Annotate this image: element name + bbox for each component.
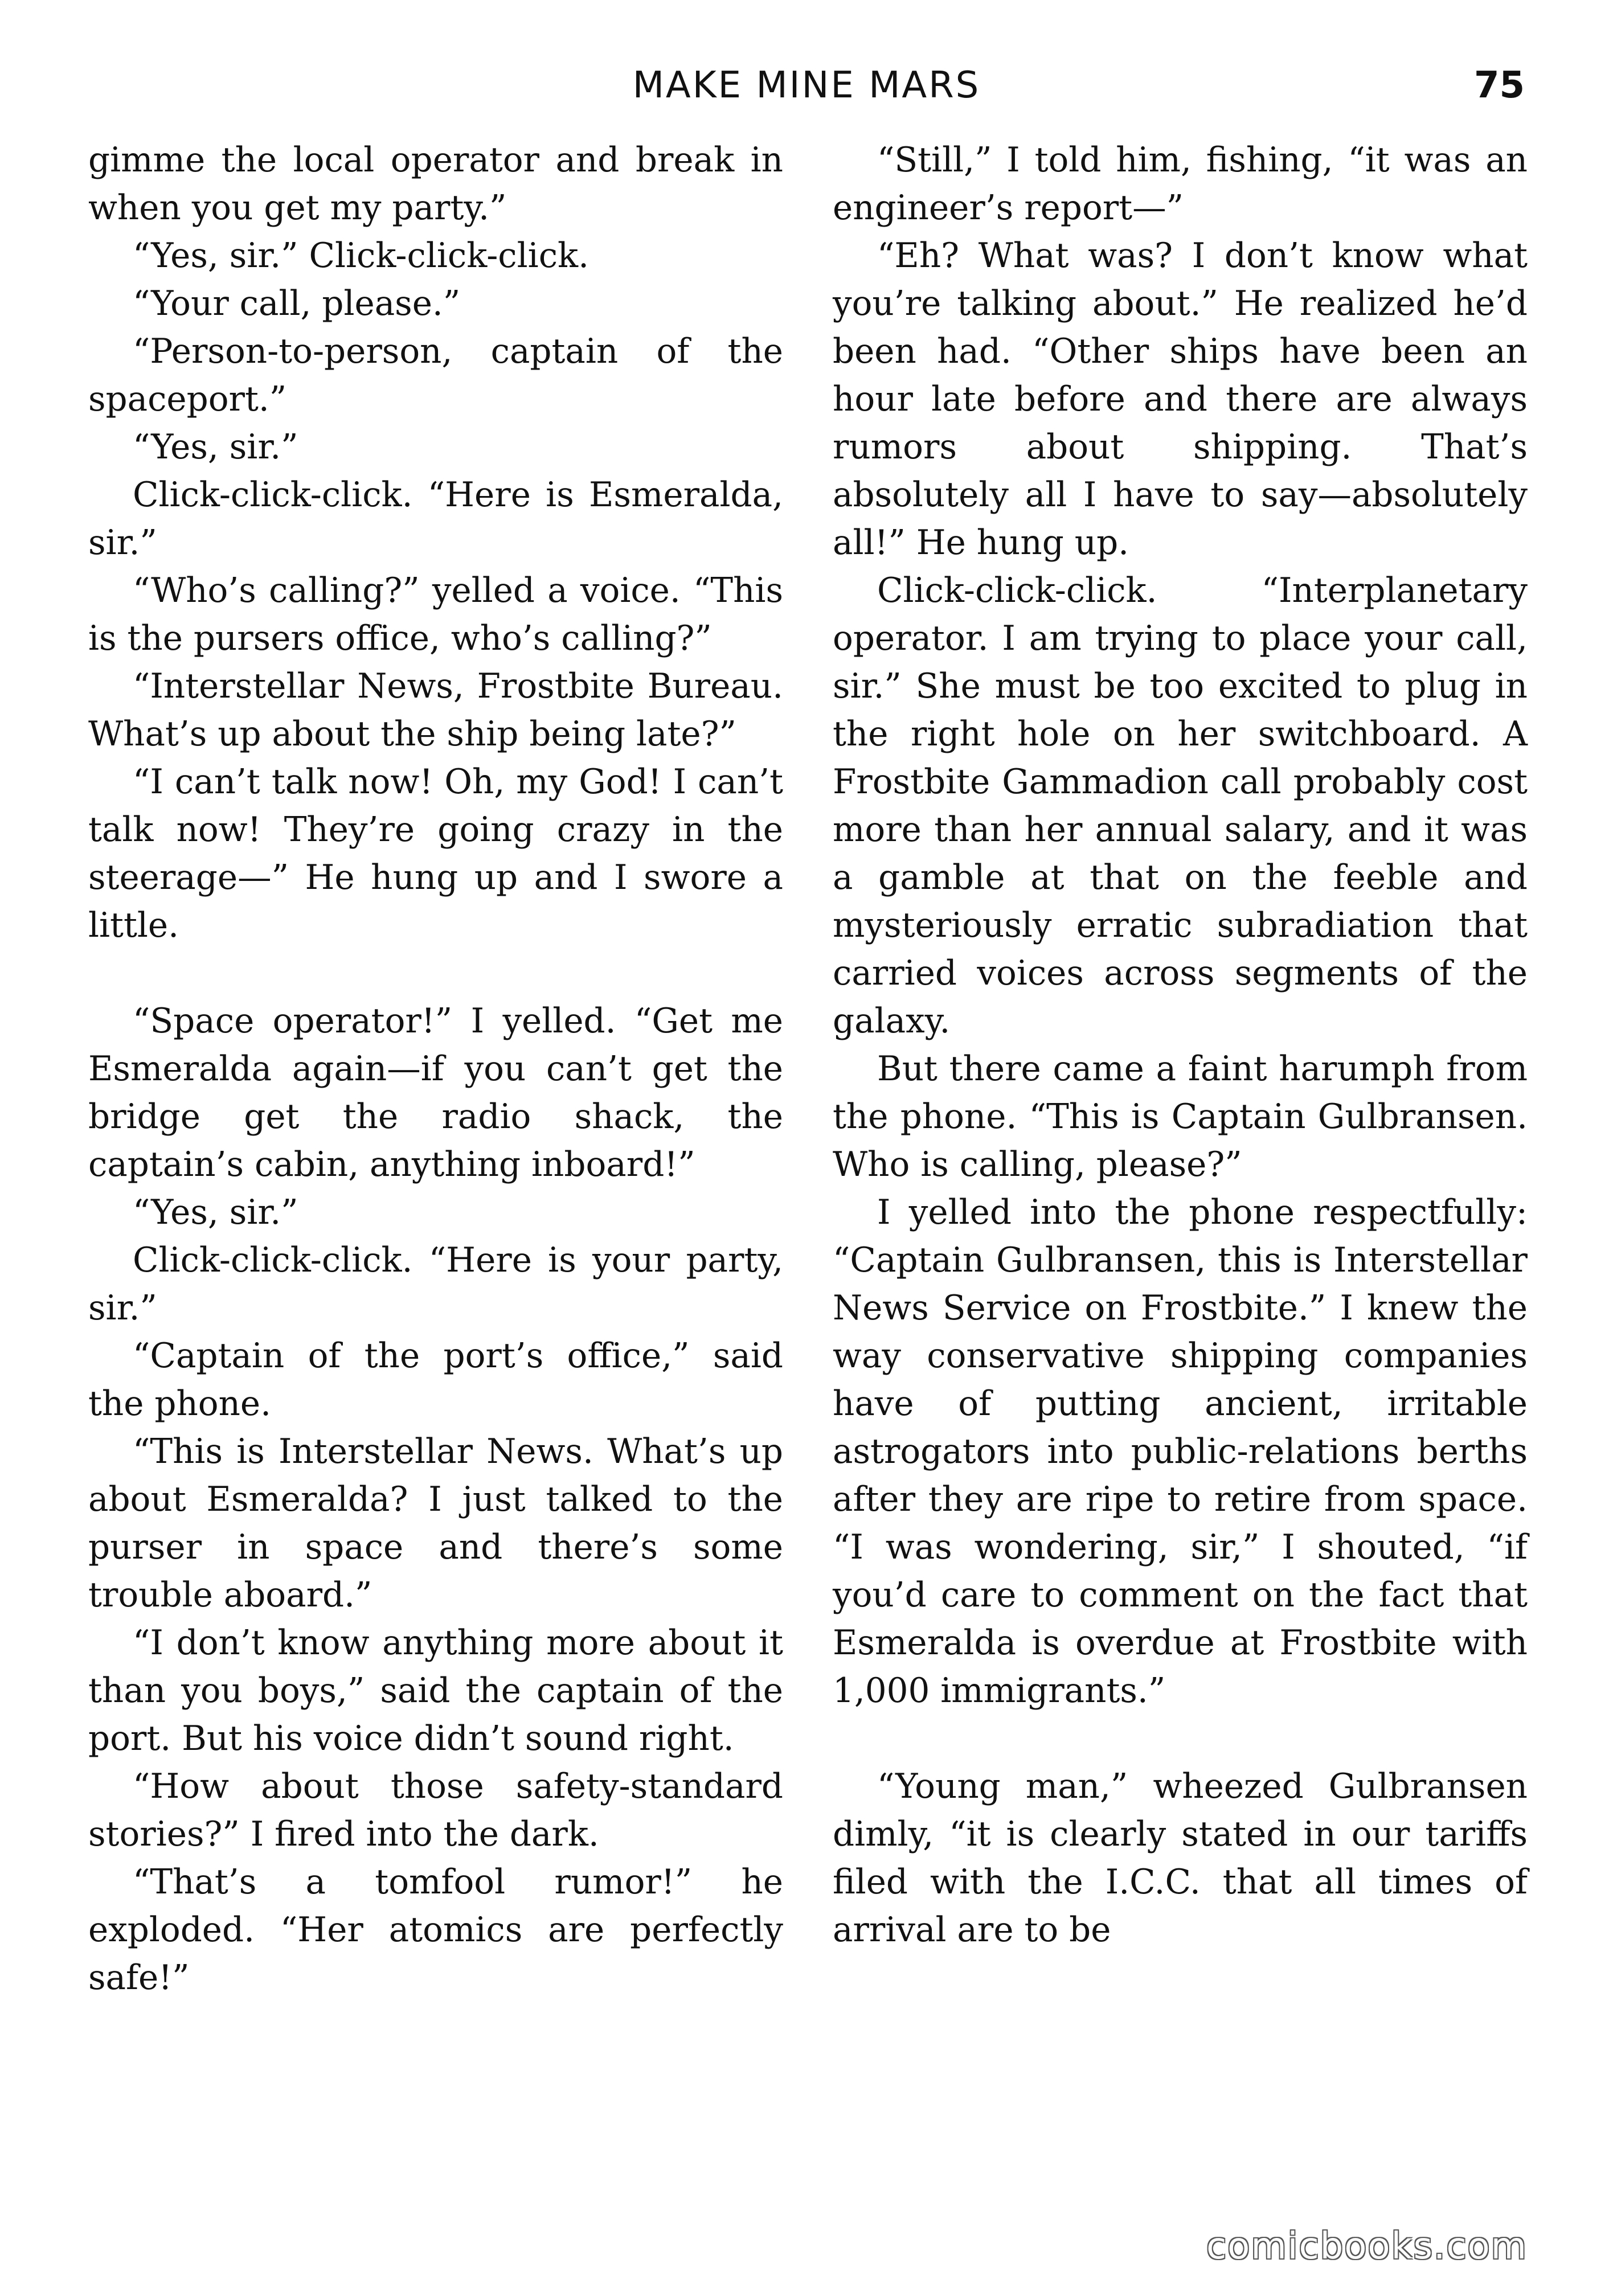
paragraph: “This is Interstellar News. What’s up about Esmeralda? I just talked to the purser in space and there’s some trouble aboard.” [88, 1432, 783, 1615]
paragraph: But there came a faint harumph from the phone. “This is Captain Gulbransen. Who is calling, please?” [833, 1049, 1528, 1184]
paragraph: “Eh? What was? I don’t know what you’re talking about.” He realized he’d been had. “Other ships have been an hour late before and there are always rumors about shipping. That’s absolutely all I have to say—absolutely all!” He hung up. [833, 236, 1528, 563]
paragraph: Click-click-click. “Here is Esmeralda, sir.” [88, 475, 783, 563]
paragraph: “Yes, sir.” Click-click-click. [133, 236, 589, 276]
paragraph: “Your call, please.” [133, 284, 461, 323]
paragraph: Click-click-click. “Interplanetary operator. I am trying to place your call, sir.” She must be too excited to plug in the right hole on her switchboard. A Frostbite Gammadion call probably cost more than her annual salary, and it was a gamble at that on the feeble and mysteriously erratic subradiation that carried voices across segments of the galaxy. [833, 571, 1528, 1041]
paragraph: Click-click-click. “Here is your party, sir.” [88, 1241, 783, 1328]
paragraph: “Person-to-person, captain of the spaceport.” [88, 332, 783, 419]
right-column [833, 137, 1528, 1954]
paragraph: “Yes, sir.” [133, 1193, 298, 1232]
paragraph: “Who’s calling?” yelled a voice. “This is the pursers office, who’s calling?” [88, 571, 783, 658]
paragraph: “Still,” I told him, fishing, “it was an engineer’s report—” [833, 141, 1528, 228]
page-number: 75 [1473, 64, 1525, 106]
paragraph: “That’s a tomfool rumor!” he exploded. “Her atomics are perfectly safe!” [88, 1863, 783, 1998]
paragraph: “Interstellar News, Frostbite Bureau. What’s up about the ship being late?” [88, 667, 783, 754]
running-title: MAKE MINE MARS [632, 64, 981, 106]
paragraph: gimme the local operator and break in when you get my party.” [88, 141, 783, 228]
paragraph: “I don’t know anything more about it than you boys,” said the captain of the port. But his voice didn’t sound right. [88, 1623, 783, 1758]
running-head [88, 63, 1525, 108]
left-column [88, 137, 783, 2002]
paragraph: “How about those safety-standard stories?” I fired into the dark. [88, 1767, 783, 1854]
paragraph: “Captain of the port’s office,” said the phone. [88, 1336, 783, 1424]
watermark: comicbooks.com [1206, 2225, 1528, 2268]
paragraph: “Space operator!” I yelled. “Get me Esmeralda again—if you can’t get the bridge get the radio shack, the captain’s cabin, anything inboard!” [88, 1002, 783, 1184]
paragraph: “Young man,” wheezed Gulbransen dimly, “it is clearly stated in our tariffs filed with the I.C.C. that all times of arrival are to be [833, 1767, 1528, 1950]
paragraph: “Yes, sir.” [133, 428, 298, 467]
paragraph: “I can’t talk now! Oh, my God! I can’t talk now! They’re going crazy in the steerage—” He hung up and I swore a little. [88, 762, 783, 945]
paragraph: I yelled into the phone respectfully: “Captain Gulbransen, this is Interstellar News Service on Frostbite.” I knew the way conservative shipping companies have of putting ancient, irritable astrogators into public-relations berths after they are ripe to retire from space. “I was wondering, sir,” I shouted, “if you’d care to comment on the fact that Esmeralda is overdue at Frostbite with 1,000 immigrants.” [833, 1193, 1528, 1711]
